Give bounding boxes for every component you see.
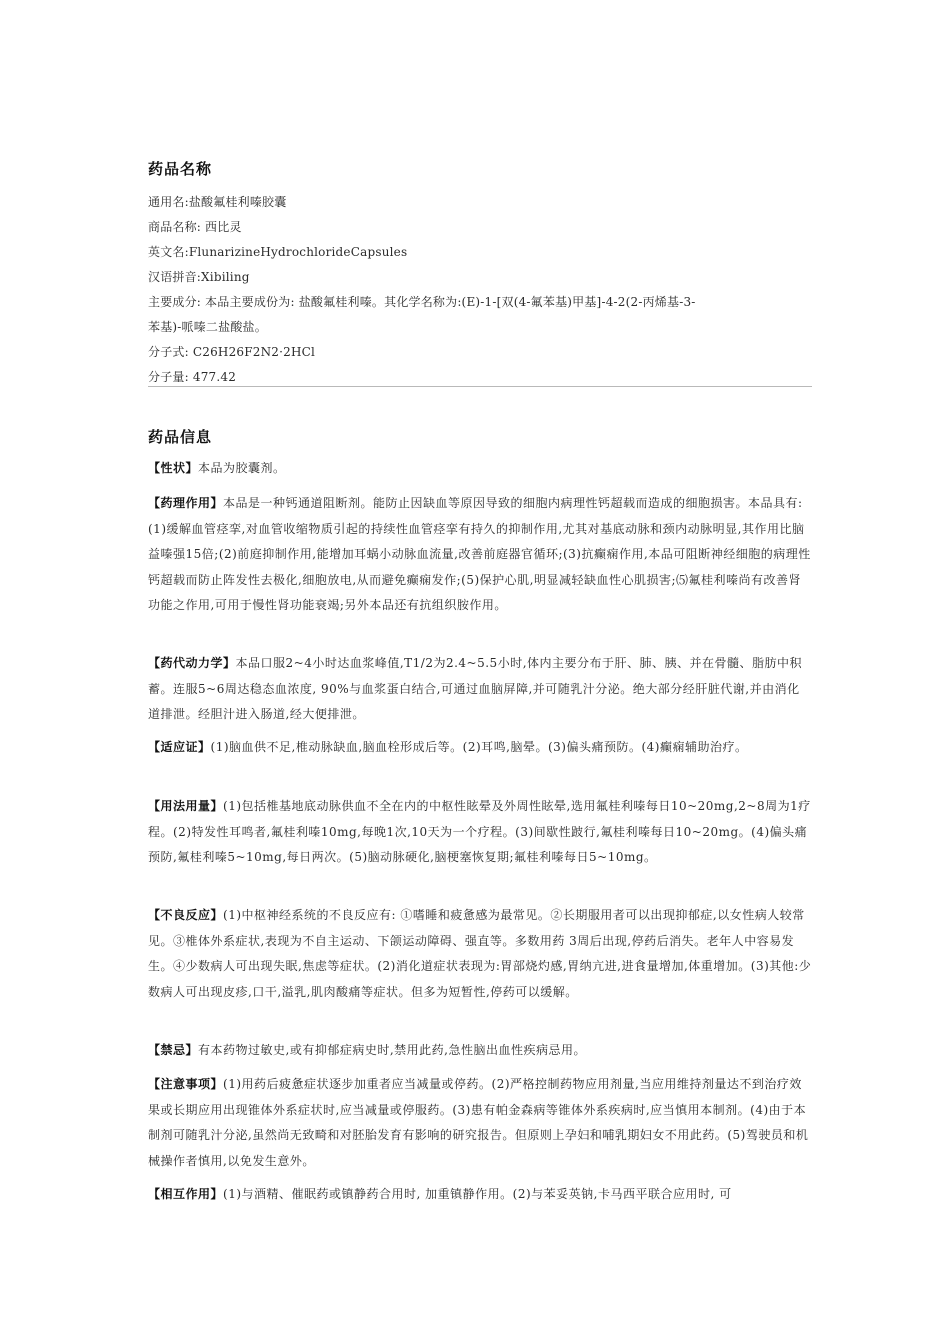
info-text: (1)中枢神经系统的不良反应有: ①嗜睡和疲惫感为最常见。②长期服用者可以出现抑郁症,以女性病人较常见。③椎体外系症状,表现为不自主运动、下颌运动障碍、强直等。多数用药 3周后出现,停药后消失。老年人中容易发生。④少数病人可出现失眠,焦虑等症状。(2)消化道症状表现为:胃部烧灼感,胃纳亢进,进食量增加,体重增加。(3)其他:少数病人可出现皮疹,口干,溢乳,肌肉酸痛等症状。但多为短暂性,停药可以缓解。 <box>148 908 812 999</box>
info-tag: 【药代动力学】 <box>148 656 236 670</box>
info-text: (1)与酒精、催眠药或镇静药合用时, 加重镇静作用。(2)与苯妥英钠,卡马西平联合应用时, 可 <box>223 1187 732 1201</box>
trade-name-line: 商品名称: 西比灵 <box>148 220 242 234</box>
info-item-interactions <box>148 1182 812 1208</box>
info-text: (1)用药后疲惫症状逐步加重者应当减量或停药。(2)严格控制药物应用剂量,当应用维持剂量达不到治疗效果或长期应用出现锥体外系症状时,应当减量或停服药。(3)患有帕金森病等锥体外系疾病时,应当慎用本制剂。(4)由于本制剂可随乳汁分泌,虽然尚无致畸和对胚胎发育有影响的研究报告。但原则上孕妇和哺乳期妇女不用此药。(5)驾驶员和机械操作者慎用,以免发生意外。 <box>148 1077 809 1168</box>
info-item-contraindications <box>148 1038 812 1064</box>
info-item-appearance <box>148 456 812 482</box>
ingredients-line: 主要成分: 本品主要成份为: 盐酸氟桂利嗪。其化学名称为:(E)-1-[双(4-氟苯基)甲基]-4-2(2-丙烯基-3- <box>148 295 696 309</box>
info-tag: 【禁忌】 <box>148 1043 199 1057</box>
molecular-weight-line: 分子量: 477.42 <box>148 370 237 384</box>
generic-name-line: 通用名:盐酸氟桂利嗪胶囊 <box>148 195 287 209</box>
info-item-dosage <box>148 794 812 871</box>
ingredients-line-cont: 苯基)-哌嗪二盐酸盐。 <box>148 320 267 334</box>
formula-line: 分子式: C26H26F2N2·2HCl <box>148 345 316 359</box>
info-text: 本品为胶囊剂。 <box>198 461 286 475</box>
info-item-pharmacokinetics <box>148 651 812 728</box>
info-tag: 【用法用量】 <box>148 799 224 813</box>
pinyin-line: 汉语拼音:Xibiling <box>148 270 250 284</box>
info-tag: 【药理作用】 <box>148 496 224 510</box>
info-tag: 【性状】 <box>148 461 199 475</box>
section-divider <box>148 386 812 387</box>
info-text: 本品是一种钙通道阻断剂。能防止因缺血等原因导致的细胞内病理性钙超载而造成的细胞损害。本品具有:(1)缓解血管痉挛,对血管收缩物质引起的持续性血管痉挛有持久的抑制作用,尤其对基底动脉和颈内动脉明显,其作用比脑益嗪强15倍;(2)前庭抑制作用,能增加耳蜗小动脉血流量,改善前庭器官循环;(3)抗癫痫作用,本品可阻断神经细胞的病理性钙超载而防止阵发性去极化,细胞放电,从而避免癫痫发作;(5)保护心肌,明显减轻缺血性心肌损害;⑸氟桂利嗪尚有改善肾功能之作用,可用于慢性肾功能衰竭;另外本品还有抗组织胺作用。 <box>148 496 811 613</box>
info-text: (1)包括椎基地底动脉供血不全在内的中枢性眩晕及外周性眩晕,选用氟桂利嗪每日10~20mg,2~8周为1疗程。(2)特发性耳鸣者,氟桂利嗪10mg,每晚1次,10天为一个疗程。(3)间歇性跛行,氟桂利嗪每日10~20mg。(4)偏头痛预防,氟桂利嗪5~10mg,每日两次。(5)脑动脉硬化,脑梗塞恢复期;氟桂利嗪每日5~10mg。 <box>148 799 811 865</box>
info-item-precautions <box>148 1072 812 1174</box>
info-text: (1)脑血供不足,椎动脉缺血,脑血栓形成后等。(2)耳鸣,脑晕。(3)偏头痛预防。(4)癫痫辅助治疗。 <box>210 740 748 754</box>
section-heading-drug-info: 药品信息 <box>148 428 213 446</box>
english-name-line: 英文名:FlunarizineHydrochlorideCapsules <box>148 245 408 259</box>
info-text: 本品口服2~4小时达血浆峰值,T1/2为2.4~5.5小时,体内主要分布于肝、肺、胰、并在骨髓、脂肪中积蓄。连服5~6周达稳态血浓度, 90%与血浆蛋白结合,可通过血脑屏障,并可随乳汁分泌。绝大部分经肝脏代谢,并由消化道排泄。经胆汁进入肠道,经大便排泄。 <box>148 656 803 722</box>
info-tag: 【相互作用】 <box>148 1187 224 1201</box>
info-item-pharmacology <box>148 491 812 619</box>
info-tag: 【适应证】 <box>148 740 211 754</box>
info-tag: 【注意事项】 <box>148 1077 224 1091</box>
info-item-indications <box>148 735 812 761</box>
info-text: 有本药物过敏史,或有抑郁症病史时,禁用此药,急性脑出血性疾病忌用。 <box>198 1043 586 1057</box>
info-tag: 【不良反应】 <box>148 908 224 922</box>
section-heading-drug-name: 药品名称 <box>148 160 213 178</box>
info-item-adverse-reactions <box>148 903 812 1005</box>
